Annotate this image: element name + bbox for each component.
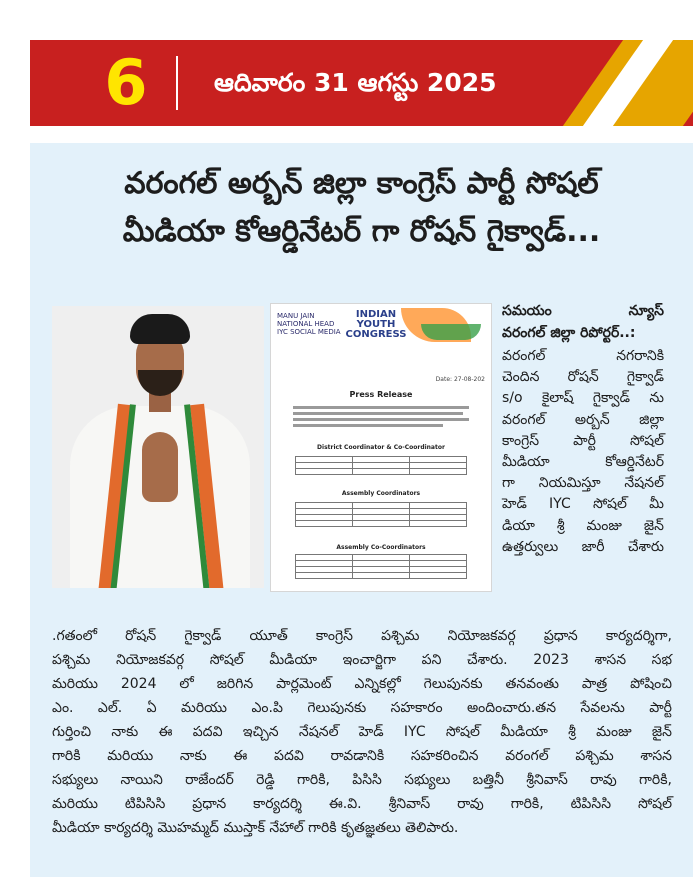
body-line: ఎం. ఎల్. ఏ మరియు ఎం.పి గెలుపునకు సహకారం అందించారు.తన సేవలను పార్టీ [52, 700, 672, 716]
body-line: మరియు 2024 లో జరిగిన పార్లమెంట్ ఎన్నికల్లో గెలుపునకు తనవంతు పాత్ర పోషించి [52, 676, 672, 692]
byline-source: సమయం న్యూస్ [502, 303, 664, 319]
side-line: వరంగల్ నగరానికి [502, 348, 664, 364]
photo-beard [138, 370, 182, 396]
letter-section-title: District Coordinator & Co-Coordinator [317, 444, 445, 451]
letter-section-title: Assembly Coordinators [341, 490, 421, 497]
body-line: .గతంలో రోషన్ గైక్వాడ్ యూత్ కాంగ్రెస్ పశ్చిమ నియోజకవర్గ ప్రధాన కార్యదర్శిగా, [52, 628, 672, 644]
person-photo [52, 306, 264, 588]
body-line: మరియు టిపిసిసి ప్రధాన కార్యదర్శి ఈ.వి. శ్రీనివాస్ రావు గారికి, టిపిసిసి సోషల్ [52, 796, 672, 812]
headline-line: మీడియా కోఆర్డినేటర్ గా రోషన్ గైక్వాడ్... [122, 214, 601, 249]
photo-hair [130, 314, 190, 344]
article-side-column [502, 346, 664, 558]
article-body [52, 624, 672, 840]
press-release-image [270, 303, 492, 592]
letter-brand-logo: INDIAN YOUTH CONGRESS [345, 309, 407, 340]
letter-date: Date: 27-08-202 [435, 376, 485, 383]
letter-table [295, 554, 467, 579]
side-line: చెందిన రోషన్ గైక్వాడ్ [502, 369, 664, 386]
photo-folded-hands [142, 432, 178, 502]
side-line: హెడ్ IYC సోషల్ మీ [502, 496, 664, 513]
header-divider [176, 56, 178, 110]
letter-text-line [293, 418, 469, 421]
headline-line: వరంగల్ అర్బన్ జిల్లా కాంగ్రెస్ పార్టీ సోషల్ [124, 166, 599, 201]
side-line: వరంగల్ అర్బన్ జిల్లా [502, 411, 664, 428]
page-number: 6 [104, 46, 148, 119]
letter-title: Press Release [349, 390, 413, 399]
header-date: ఆదివారం 31 ఆగస్టు 2025 [214, 68, 497, 97]
body-line: గుర్తించి నాకు ఈ పదవి ఇచ్చిన నేషనల్ హెడ్ IYC సోషల్ మీడియా శ్రీ మంజు జైన్ [52, 724, 672, 740]
letter-table [295, 456, 467, 475]
body-line: పశ్చిమ నియోజకవర్గ సోషల్ మీడియా ఇంచార్జిగా పని చేశారు. 2023 శాసన సభ [52, 652, 672, 668]
letter-logo-swoosh [421, 324, 481, 340]
body-line: సభ్యులు నాయిని రాజేందర్ రెడ్డి గారికి, పిసిసి సభ్యులు బత్తినీ శ్రీనివాస్ రావు గారికి, [52, 772, 672, 788]
byline-reporter: వరంగల్ జిల్లా రిపోర్టర్..: [502, 325, 636, 341]
letter-section-title: Assembly Co-Coordinators [336, 544, 426, 551]
article-byline [502, 300, 664, 344]
article-headline [30, 160, 693, 256]
letter-org-name: MANU JAIN NATIONAL HEAD IYC SOCIAL MEDIA [277, 312, 341, 336]
letter-text-line [293, 424, 443, 427]
body-line: మీడియా కార్యదర్శి మొహమ్మద్ ముస్తాక్ నేహాల్ గారికి కృతజ్ఞతలు తెలిపారు. [52, 820, 459, 836]
side-line: s/o కైలాష్ గైక్వాడ్ ను [502, 390, 664, 407]
side-line: ఉత్తర్వులు జారీ చేశారు [502, 538, 664, 555]
body-line: గారికి మరియు నాకు ఈ పదవి రావడానికి సహకరించిన వరంగల్ పశ్చిమ శాసన [52, 748, 672, 764]
side-line: డియా శ్రీ మంజు జైన్ [502, 517, 664, 534]
side-line: మీడియా కోఆర్డినేటర్ [502, 454, 664, 471]
side-line: కాంగ్రెస్ పార్టీ సోషల్ [502, 432, 664, 449]
letter-table [295, 502, 467, 527]
side-line: గా నియమిస్తూ నేషనల్ [502, 475, 664, 492]
letter-text-line [293, 406, 469, 409]
letter-text-line [293, 412, 463, 415]
